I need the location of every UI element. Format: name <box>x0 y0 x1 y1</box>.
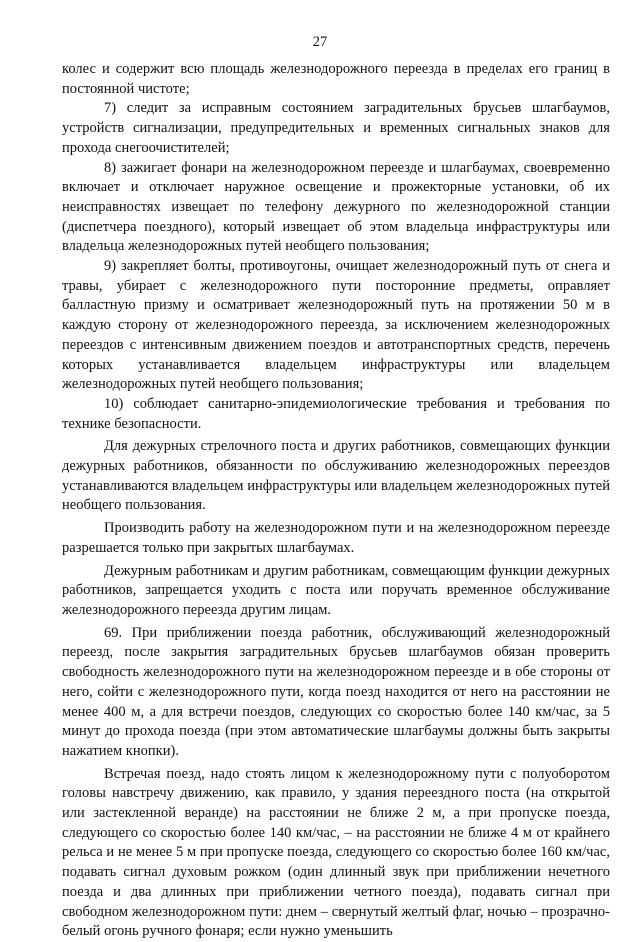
paragraph-item-7: 7) следит за исправным состоянием заградительных брусьев шлагбаумов, устройств сигнализации, предупредительных и временных сигнальных знаков для прохода снегоочистителей; <box>62 100 610 156</box>
paragraph-section-69: 69. При приближении поезда работник, обслуживающий железнодорожный переезд, после закрытия заградительных брусьев шлагбаумов обязан проверить свободность железнодорожного пути на железнодорожном переезде и в обе стороны от него, сойти с железнодорожного пути, когда поезд находится от него на расстоянии не менее 400 м, а для встречи поездов, следующих со скоростью более 140 км/час, за 5 минут до прохода поезда (при этом автоматические шлагбаумы должны быть закрыты нажатием кнопки). <box>62 624 610 759</box>
paragraph-item-10: 10) соблюдает санитарно-эпидемиологические требования и требования по технике безопасности. <box>62 395 610 432</box>
paragraph-meeting-train: Встречая поезд, надо стоять лицом к железнодорожному пути с полуоборотом головы навстречу движению, как правило, у здания переездного поста (на открытой или застекленной веранде) на расстоянии не ближе 2 м, а при пропуске поезда, следующего со скоростью более 140 км/час, – на расстоянии не ближе 4 м от крайнего рельса и не менее 5 м при пропуске поезда, следующего со скоростью более 160 км/час, подавать сигнал духовым рожком (один длинный звук при приближении нечетного поезда и два длинных при приближении четного поезда), подавать сигнал при свободном железнодорожном пути: днем – свернутый желтый флаг, ночью – прозрачно-белый огонь ручного фонаря; если нужно уменьшить <box>62 765 610 940</box>
paragraph-work-on-track: Производить работу на железнодорожном пути и на железнодорожном переезде разрешается только при закрытых шлагбаумах. <box>62 520 610 556</box>
page-number: 27 <box>312 34 328 50</box>
paragraph-item-8: 8) зажигает фонари на железнодорожном переезде и шлагбаумах, своевременно включает и отключает наружное освещение и прожекторные установки, об их неисправностях извещает по телефону дежурного по железнодорожной станции (диспетчера поездного), который извещает об этом владельца инфраструктуры или владельца железнодорожных путей необщего пользования; <box>62 159 610 255</box>
document-body <box>62 60 610 942</box>
paragraph-item-9: 9) закрепляет болты, противоугоны, очищает железнодорожный путь от снега и травы, убирает с железнодорожного пути посторонние предметы, оправляет балластную призму и осматривает железнодорожный путь на протяжении 50 м в каждую сторону от железнодорожного переезда, за исключением железнодорожных переездов с интенсивным движением поездов и автотранспортных средств, перечень которых устанавливается владельцем инфраструктуры или владельцем железнодорожных путей необщего пользования; <box>62 258 610 393</box>
paragraph-continuation: колес и содержит всю площадь железнодорожного переезда в пределах его границ в постоянной чистоте; <box>62 61 610 97</box>
paragraph-switch-post-duties: Для дежурных стрелочного поста и других работников, совмещающих функции дежурных работников, обязанности по обслуживанию железнодорожных переездов устанавливаются владельцем инфраструктуры или владельцем железнодорожных путей необщего пользования. <box>62 438 610 514</box>
paragraph-leaving-post: Дежурным работникам и другим работникам, совмещающим функции дежурных работников, запрещается уходить с поста или поручать временное обслуживание железнодорожного переезда другим лицам. <box>62 562 610 618</box>
